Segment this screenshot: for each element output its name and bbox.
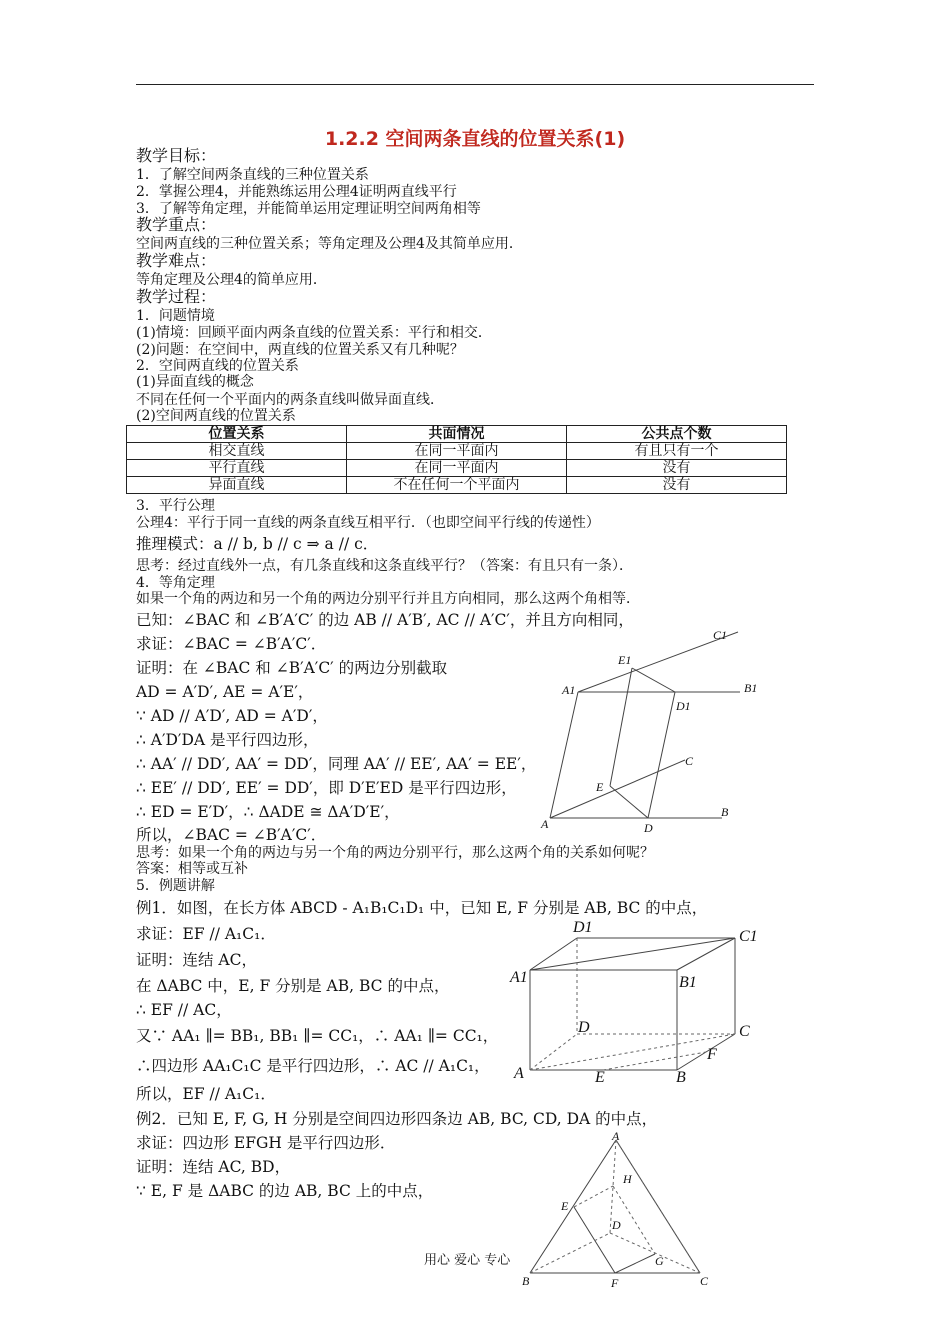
text-line: 求证：EF // A₁C₁． (136, 925, 276, 943)
text-line: 答案：相等或互补 (136, 861, 248, 877)
text-line: 1．了解空间两条直线的三种位置关系 (136, 167, 369, 183)
fig2-label: A1 (510, 969, 528, 986)
text-line: 所以，∠BAC = ∠B′A′C′． (136, 826, 327, 844)
text-line: 求证：四边形 EFGH 是平行四边形． (136, 1134, 396, 1152)
fig3-label: A (612, 1129, 620, 1143)
fig1-label: D (644, 821, 653, 835)
fig2-label: F (707, 1046, 717, 1063)
text-line: ∴ EE′ // DD′, EE′ = DD′，即 D′E′ED 是平行四边形， (136, 779, 517, 797)
heading-process: 教学过程： (136, 287, 217, 306)
page-title: 1.2.2 空间两条直线的位置关系(1) (324, 128, 626, 150)
text-line: 求证：∠BAC = ∠B′A′C′． (136, 635, 327, 653)
table-cell: 在同一平面内 (347, 460, 567, 477)
fig1-label: A1 (562, 683, 576, 697)
text-line: 不同在任何一个平面内的两条直线叫做异面直线． (136, 392, 444, 408)
table-row (127, 477, 787, 494)
text-line: ∴四边形 AA₁C₁C 是平行四边形，∴ AC // A₁C₁， (136, 1057, 490, 1075)
fig3-label: H (623, 1172, 632, 1186)
text-line: 证明：连结 AC, BD， (136, 1158, 291, 1176)
text-line: ∴ EF // AC， (136, 1001, 232, 1019)
text-line: ∴ AA′ // DD′, AA′ = DD′，同理 AA′ // EE′, AA′ = EE′， (136, 755, 537, 773)
fig2-label: A (514, 1065, 524, 1082)
fig1-label: B (721, 805, 729, 819)
text-line: 例2．已知 E, F, G, H 分别是空间四边形四条边 AB, BC, CD, DA 的中点， (136, 1110, 658, 1128)
text-line: 等角定理及公理4的简单应用． (136, 272, 327, 288)
fig2-label: C1 (739, 928, 758, 945)
text-line: 在 ΔABC 中，E, F 分别是 AB, BC 的中点， (136, 977, 450, 995)
fig2-label: D1 (573, 919, 593, 936)
table-cell: 有且只有一个 (567, 443, 787, 460)
figure-space-quadrilateral (515, 1128, 715, 1290)
text-line: AD = A′D′, AE = A′E′， (136, 683, 314, 701)
page-footer: 用心 爱心 专心 (424, 1253, 511, 1268)
fig1-label: D1 (676, 699, 691, 713)
text-line: 例1．如图，在长方体 ABCD - A₁B₁C₁D₁ 中，已知 E, F 分别是 AB, BC 的中点， (136, 899, 708, 917)
text-line: 2．空间两直线的位置关系 (136, 358, 299, 374)
fig1-label: E (596, 780, 604, 794)
text-line: (2)问题：在空间中，两直线的位置关系又有几种呢？ (136, 342, 464, 358)
table-header-row (127, 426, 787, 443)
table-cell: 没有 (567, 460, 787, 477)
fig3-label: G (655, 1254, 664, 1268)
text-line: 所以，EF // A₁C₁． (136, 1085, 276, 1103)
fig2-label: C (739, 1023, 750, 1040)
table-header: 位置关系 (127, 426, 347, 443)
text-line: 如果一个角的两边和另一个角的两边分别平行并且方向相同，那么这两个角相等． (136, 591, 640, 607)
heading-key-points: 教学重点： (136, 215, 217, 234)
relation-table (126, 425, 787, 494)
table-row (127, 460, 787, 477)
fig3-label: C (700, 1274, 709, 1288)
fig2-label: D (578, 1019, 590, 1036)
figure-cuboid (505, 910, 770, 1090)
table-cell: 平行直线 (127, 460, 347, 477)
text-line: 1．问题情境 (136, 308, 215, 324)
text-line: 3．平行公理 (136, 498, 215, 514)
text-line: 又∵ AA₁ ∥= BB₁, BB₁ ∥= CC₁，∴ AA₁ ∥= CC₁， (136, 1027, 499, 1045)
text-line: (2)空间两直线的位置关系 (136, 408, 296, 424)
fig3-label: B (522, 1274, 530, 1288)
text-line: 思考：经过直线外一点，有几条直线和这条直线平行？（答案：有且只有一条）． (136, 558, 633, 574)
text-line: 证明：在 ∠BAC 和 ∠B′A′C′ 的两边分别截取 (136, 659, 448, 677)
table-cell: 没有 (567, 477, 787, 494)
text-line: (1)异面直线的概念 (136, 374, 254, 390)
text-line: 3．了解等角定理，并能简单运用定理证明空间两角相等 (136, 201, 481, 217)
fig2-label: B1 (679, 974, 697, 991)
text-line: (1)情境：回顾平面内两条直线的位置关系：平行和相交． (136, 325, 492, 341)
text-line: 2．掌握公理4，并能熟练运用公理4证明两直线平行 (136, 184, 457, 200)
text-line: 已知：∠BAC 和 ∠B′A′C′ 的边 AB // A′B′, AC // A′C′，并且方向相同， (136, 611, 634, 629)
fig2-label: B (676, 1069, 686, 1086)
fig3-label: F (611, 1276, 619, 1290)
text-line: ∵ E, F 是 ΔABC 的边 AB, BC 上的中点， (136, 1182, 434, 1200)
fig2-label: E (595, 1069, 605, 1086)
text-line: ∴ A′D′DA 是平行四边形， (136, 731, 319, 749)
table-cell: 异面直线 (127, 477, 347, 494)
table-row (127, 443, 787, 460)
table-header: 公共点个数 (567, 426, 787, 443)
fig1-label: B1 (744, 681, 758, 695)
text-line: 公理4：平行于同一直线的两条直线互相平行．（也即空间平行线的传递性） (136, 515, 600, 531)
fig1-label: C1 (713, 628, 728, 642)
text-line: 5．例题讲解 (136, 878, 215, 894)
text-line: ∴ ED = E′D′，∴ ΔADE ≅ ΔA′D′E′， (136, 803, 400, 821)
text-line: 证明：连结 AC， (136, 951, 257, 969)
fig1-label: E1 (618, 653, 632, 667)
text-line: ∵ AD // A′D′, AD = A′D′， (136, 707, 328, 725)
header-rule (136, 84, 814, 85)
fig3-label: D (612, 1218, 621, 1232)
text-line: 4．等角定理 (136, 575, 215, 591)
fig3-label: E (561, 1199, 569, 1213)
table-cell: 不在任何一个平面内 (347, 477, 567, 494)
table-cell: 在同一平面内 (347, 443, 567, 460)
text-line: 推理模式：a // b, b // c ⇒ a // c． (136, 535, 379, 553)
table-header: 共面情况 (347, 426, 567, 443)
text-line: 思考：如果一个角的两边与另一个角的两边分别平行，那么这两个角的关系如何呢？ (136, 845, 654, 861)
heading-goals: 教学目标： (136, 146, 217, 165)
fig1-label: A (541, 817, 549, 831)
heading-difficulties: 教学难点： (136, 251, 217, 270)
text-line: 空间两直线的三种位置关系；等角定理及公理4及其简单应用． (136, 236, 523, 252)
table-cell: 相交直线 (127, 443, 347, 460)
figure-angle-theorem (530, 622, 780, 837)
fig1-label: C (685, 754, 694, 768)
